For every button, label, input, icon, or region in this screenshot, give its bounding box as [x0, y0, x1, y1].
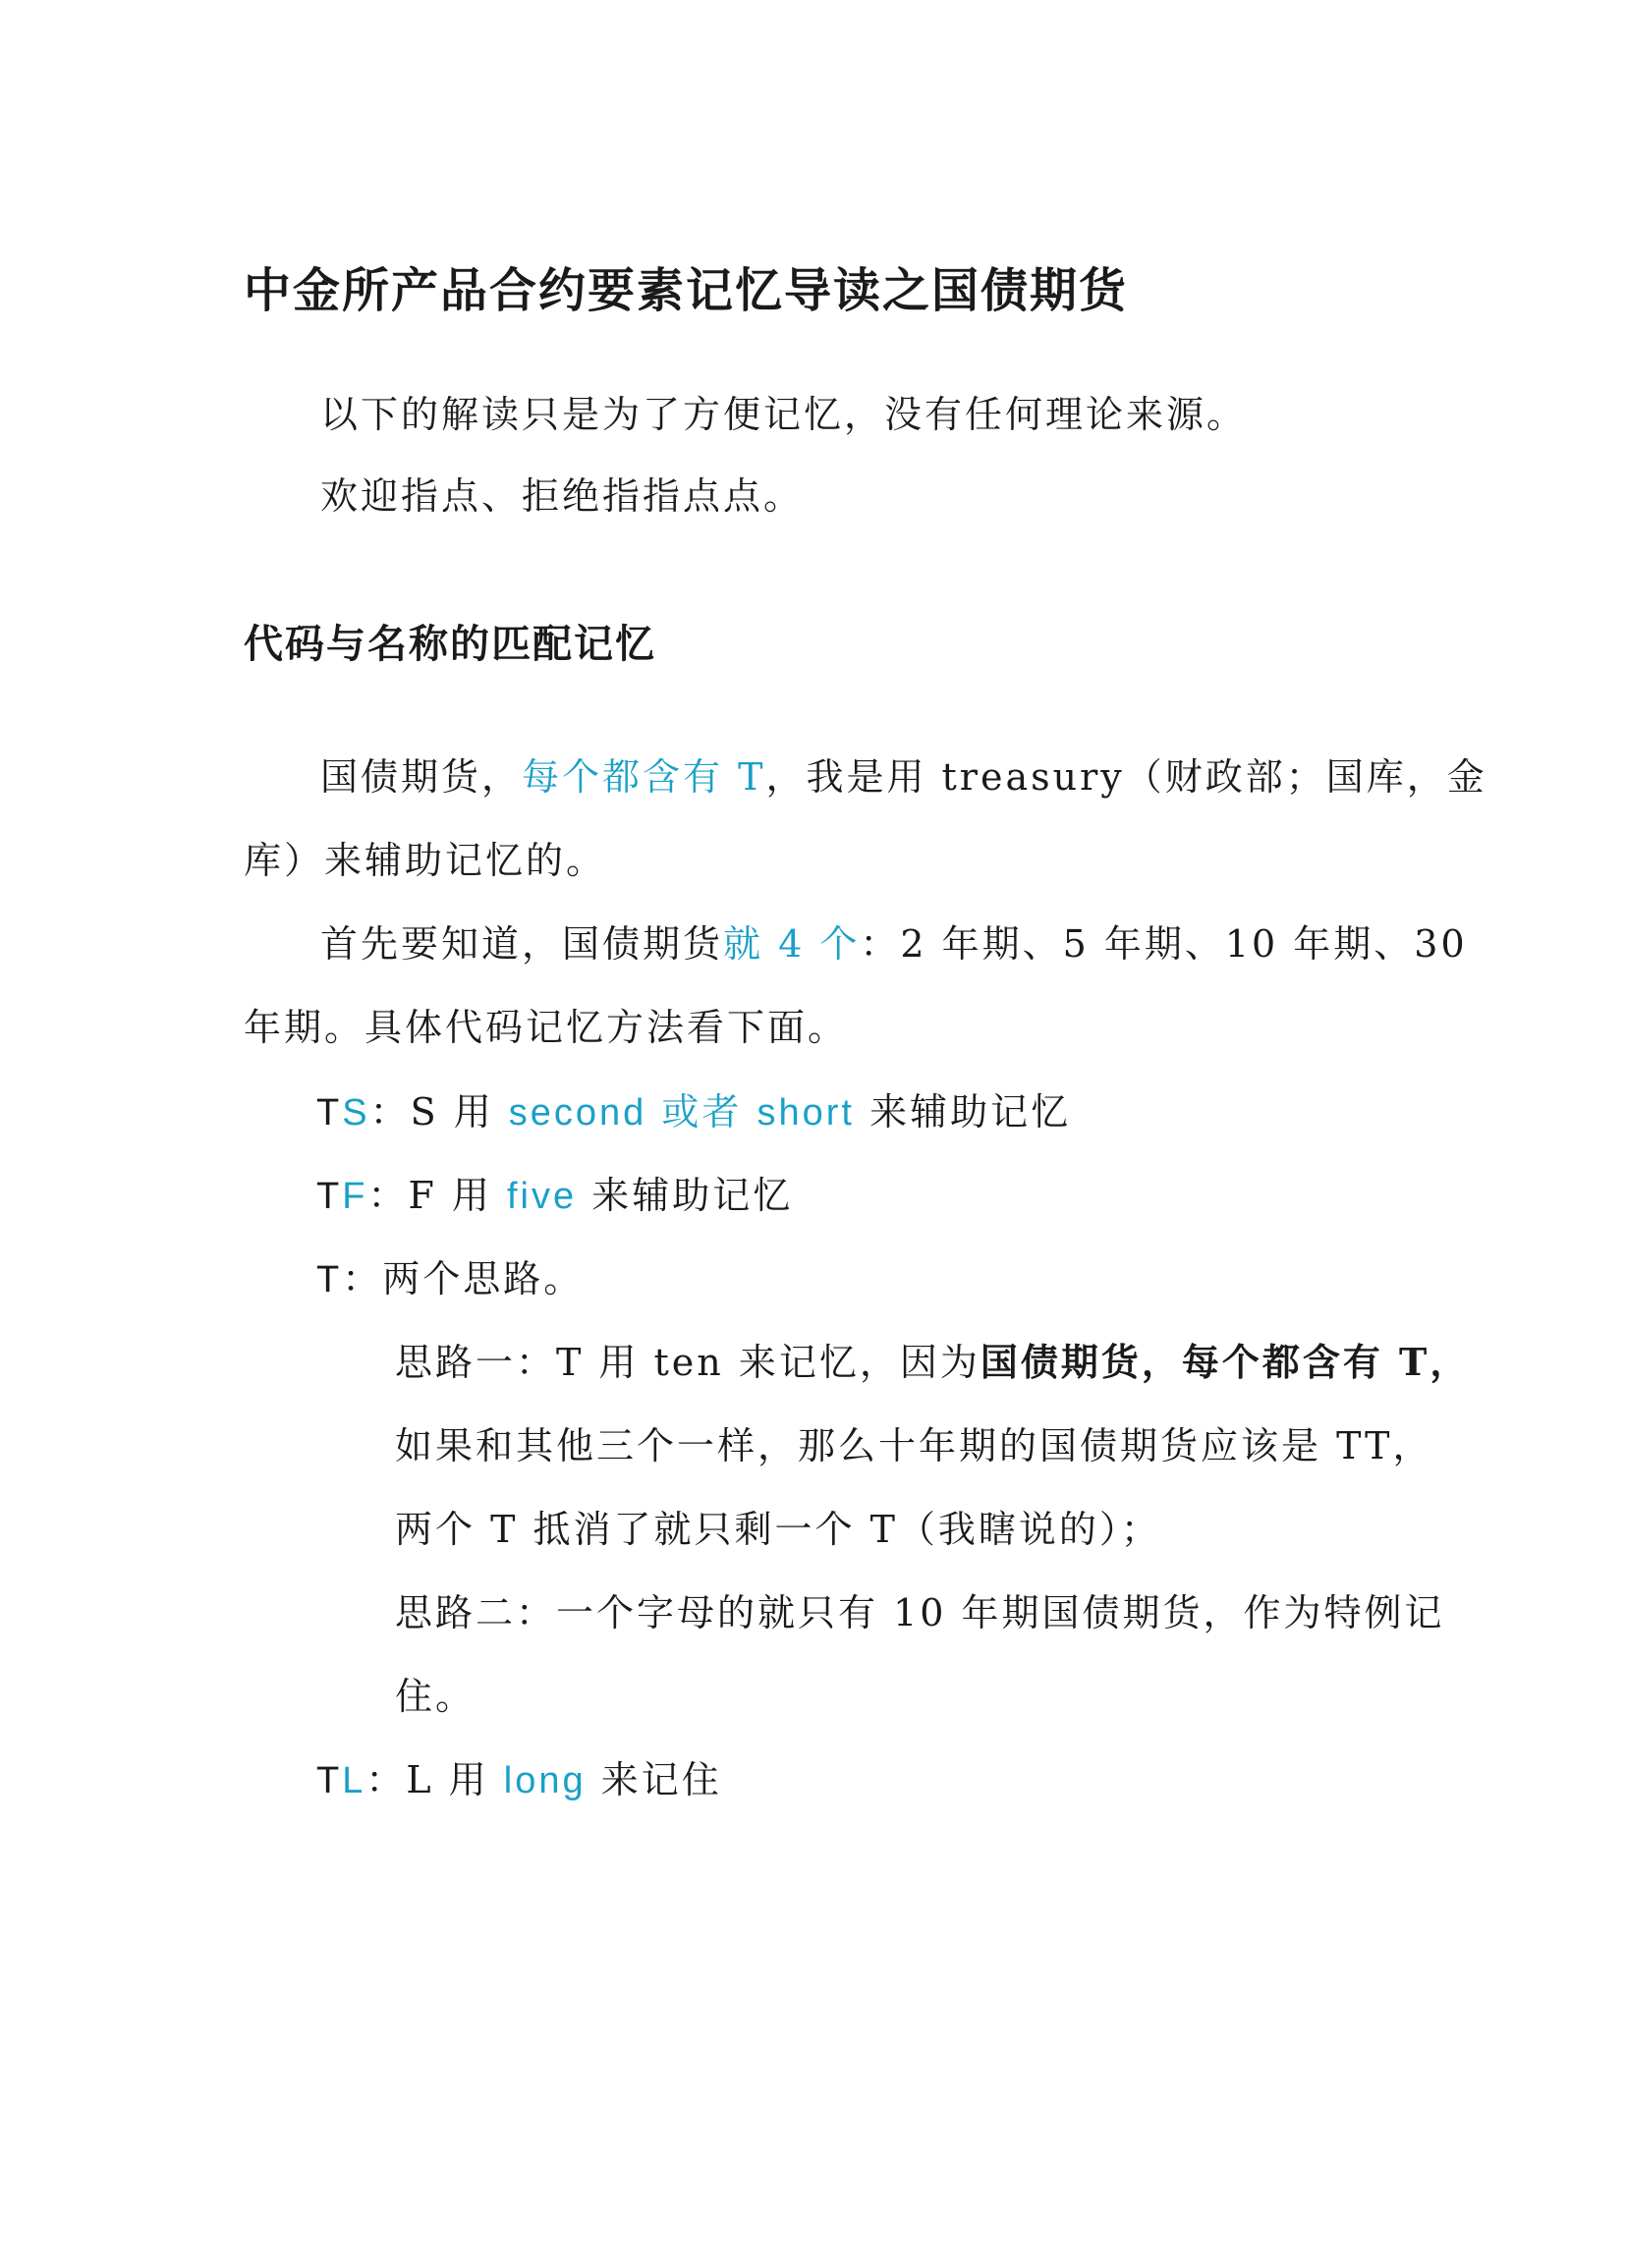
- tl-rest-2: 来记住: [586, 1758, 722, 1801]
- intro-line-2: 欢迎指点、拒绝指指点点。: [320, 474, 805, 518]
- t-code: T: [316, 1259, 343, 1300]
- para2-line-1: [320, 920, 1468, 968]
- para2-text-a: 首先要知道，国债期货: [320, 922, 724, 966]
- ts-code-letter: S: [342, 1092, 370, 1134]
- ts-line: [316, 1088, 1071, 1136]
- section-heading: 代码与名称的匹配记忆: [244, 621, 656, 667]
- ts-code-t: T: [316, 1092, 343, 1134]
- t-rest: ：两个思路。: [342, 1257, 585, 1300]
- ts-word-or: 或者: [646, 1090, 757, 1134]
- tl-line: [316, 1756, 722, 1804]
- ts-word-second: second: [508, 1092, 647, 1134]
- tf-rest-2: 来辅助记忆: [577, 1174, 794, 1217]
- idea1-line-2: 如果和其他三个一样，那么十年期的国债期货应该是 TT，: [395, 1424, 1433, 1467]
- para1-text-c: ，我是用 treasury（财政部；国库，金: [765, 755, 1487, 799]
- tf-line: [316, 1172, 793, 1220]
- tl-word-long: long: [503, 1760, 587, 1801]
- idea2-line-1: 思路二：一个字母的就只有 10 年期国债期货，作为特例记: [395, 1591, 1445, 1634]
- intro-line-1: 以下的解读只是为了方便记忆，没有任何理论来源。: [320, 393, 1248, 436]
- ts-rest-1: ：S 用: [369, 1090, 509, 1134]
- tf-rest-1: ：F 用: [367, 1174, 507, 1217]
- para2-text-c: ：2 年期、5 年期、10 年期、30: [860, 922, 1468, 966]
- para1-highlight: 每个都含有 T: [522, 755, 766, 799]
- tf-code-letter: F: [342, 1176, 368, 1217]
- idea1-bold: 国债期货，每个都含有 T，: [980, 1340, 1471, 1384]
- tf-word-five: five: [506, 1176, 578, 1217]
- ts-word-short: short: [756, 1092, 855, 1134]
- para2-line-2: 年期。具体代码记忆方法看下面。: [244, 1006, 849, 1049]
- tl-code-t: T: [316, 1760, 343, 1801]
- idea1-text-a: 思路一：T 用 ten 来记忆，因为: [395, 1341, 981, 1384]
- idea1-line-1: [395, 1339, 1470, 1386]
- tl-code-letter: L: [342, 1760, 366, 1801]
- ts-rest-2: 来辅助记忆: [854, 1090, 1072, 1134]
- para1-line-1: [320, 753, 1487, 801]
- para2-highlight: 就 4 个: [723, 922, 861, 966]
- t-line: [316, 1255, 584, 1303]
- tf-code-t: T: [316, 1176, 343, 1217]
- para1-line-2: 库）来辅助记忆的。: [244, 839, 607, 882]
- idea1-line-3: 两个 T 抵消了就只剩一个 T（我瞎说的）；: [395, 1508, 1161, 1551]
- tl-rest-1: ：L 用: [365, 1758, 504, 1801]
- idea2-line-2: 住。: [395, 1675, 476, 1718]
- para1-text-a: 国债期货，: [320, 755, 523, 799]
- document-title: 中金所产品合约要素记忆导读之国债期货: [244, 263, 1129, 318]
